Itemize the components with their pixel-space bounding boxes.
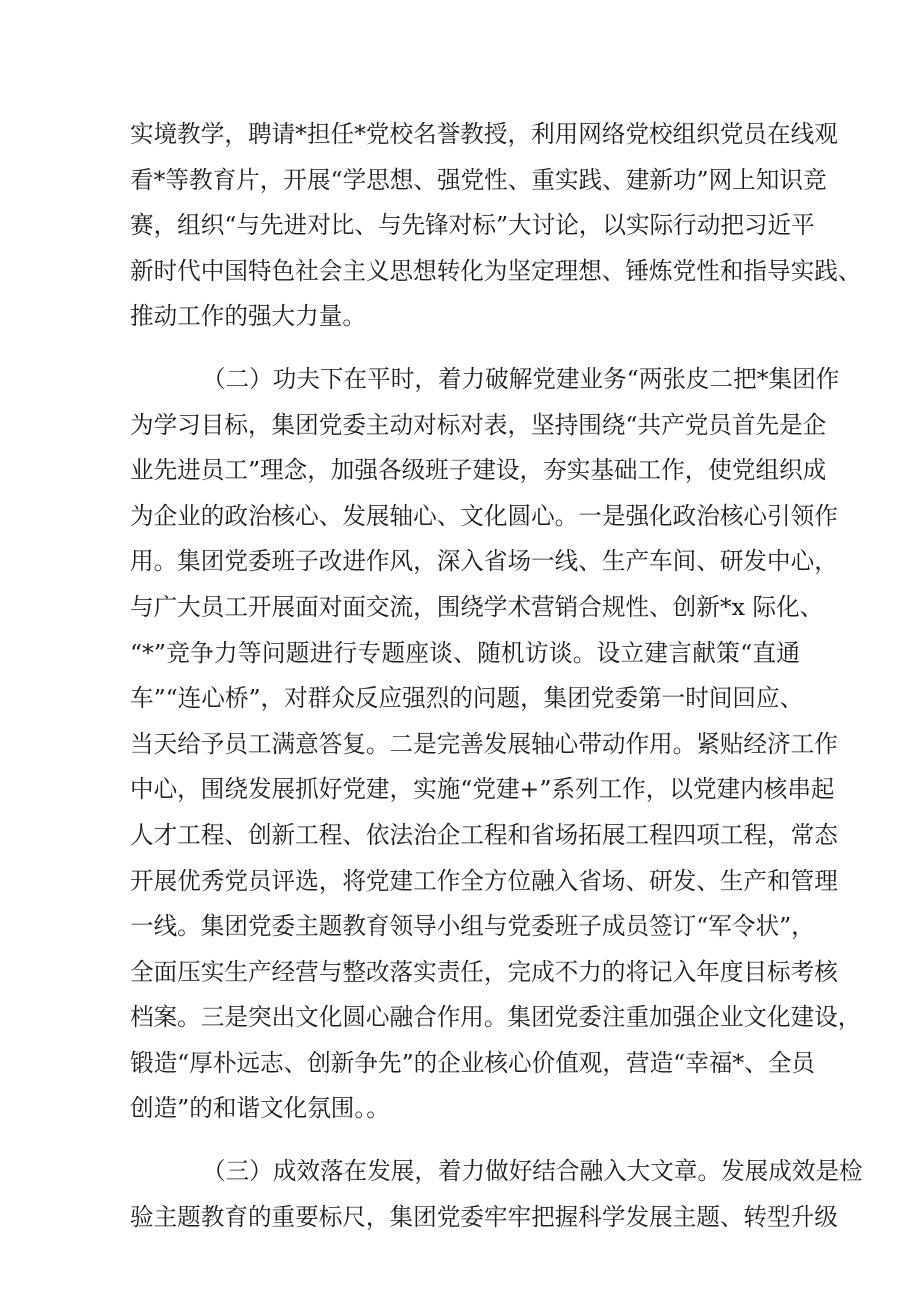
text-line: 用。集团党委班子改进作风，深入省场一线、生产车间、研发中心，: [130, 547, 838, 576]
text-line: （二）功夫下在平时，着力破解党建业务“两张皮二把*集团作: [202, 364, 840, 393]
text-line: 人才工程、创新工程、依法治企工程和省场拓展工程四项工程，常态: [130, 820, 838, 849]
paragraph-gap: [130, 340, 800, 357]
text-line: 一线。集团党委主题教育领导小组与党委班子成员签订“军令状”，: [130, 912, 815, 941]
text-line: 中心，围绕发展抓好党建，实施“党建+”系列工作，以党建内核串起: [130, 775, 835, 804]
text-line: 实境教学，聘请*担任*党校名誉教授，利用网络党校组织党员在线观: [130, 120, 838, 148]
text-line: 创造”的和谐文化氛围。。: [130, 1094, 390, 1123]
text-line: 开展优秀党员评选，将党建工作全方位融入省场、研发、生产和管理: [130, 866, 838, 895]
text-line: 看*等教育片，开展“学思想、强党性、重实践、建新功”网上知识竞: [130, 165, 827, 194]
text-line: 档案。三是突出文化圆心融合作用。集团党委注重加强企业文化建设，: [130, 1003, 862, 1032]
document-body: [130, 112, 863, 1240]
text-line: （三）成效落在发展，着力做好结合融入大文章。发展成效是检: [202, 1157, 863, 1186]
text-line: 为企业的政治核心、发展轴心、文化圆心。一是强化政治核心引领作: [130, 501, 838, 530]
text-line: 全面压实生产经营与整改落实责任，完成不力的将记入年度目标考核: [130, 957, 838, 986]
text-line: 业先进员工”理念，加强各级班子建设，夯实基础工作，使党组织成: [130, 456, 827, 485]
text-line: 推动工作的强大力量。: [130, 302, 366, 331]
text-line: 锻造“厚朴远志、创新争先”的企业核心价值观，营造“幸福*、全员: [130, 1048, 816, 1077]
text-line: 赛，组织“与先进对比、与先锋对标”大讨论，以实际行动把习近平: [130, 211, 815, 240]
text-line: 车”“连心桥”，对群众反应强烈的问题，集团党委第一时间回应、: [130, 684, 804, 713]
text-line: “*”竞争力等问题进行专题座谈、随机访谈。设立建言献策“直通: [130, 638, 800, 667]
paragraph-1: [130, 112, 862, 340]
text-line: 为学习目标，集团党委主动对标对表，坚持围绕“共产党员首先是企: [130, 410, 827, 439]
text-line: 当天给予员工满意答复。二是完善发展轴心带动作用。紧贴经济工作: [130, 729, 838, 758]
paragraph-3: [130, 1149, 863, 1240]
paragraph-2: [130, 357, 862, 1132]
text-line: 与广大员工开展面对面交流，围绕学术营销合规性、创新*x 际化、: [130, 592, 824, 621]
paragraph-gap: [130, 1132, 800, 1149]
text-line: 新时代中国特色社会主义思想转化为坚定理想、锤炼党性和指导实践、: [130, 256, 862, 285]
text-line: 验主题教育的重要标尺，集团党委牢牢把握科学发展主题、转型升级: [130, 1202, 838, 1231]
